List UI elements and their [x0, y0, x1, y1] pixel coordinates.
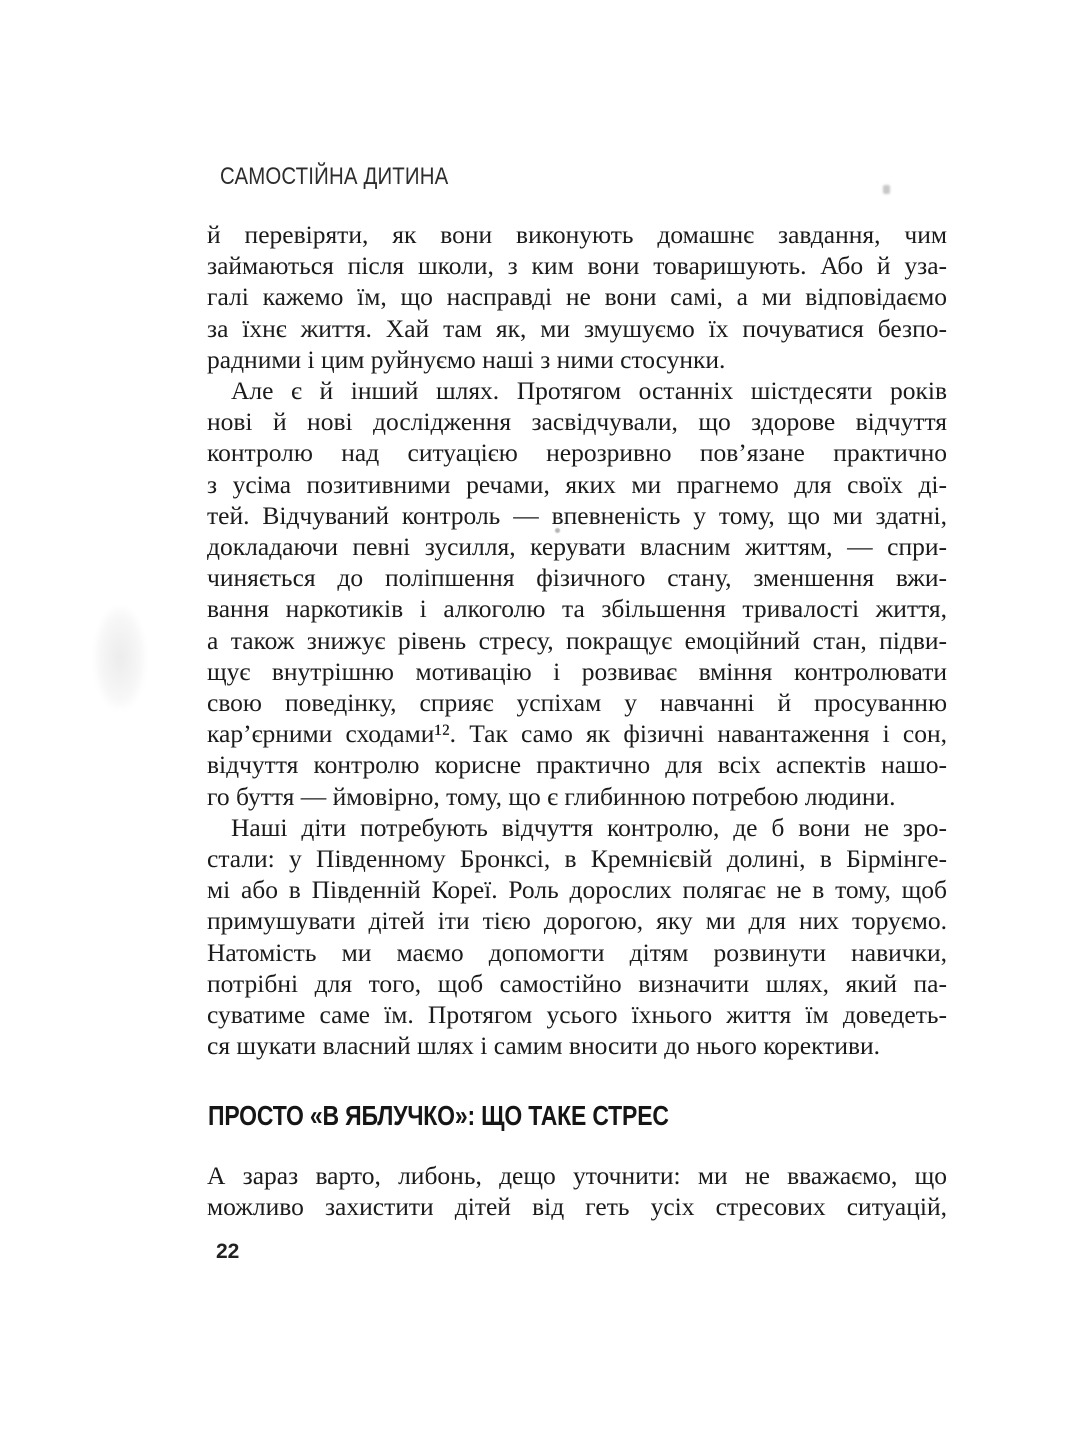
running-head: САМОСТІЙНА ДИТИНА	[220, 163, 449, 190]
page-number: 22	[216, 1240, 240, 1263]
paragraph	[207, 375, 947, 812]
text-line: примушувати дітей іти тією дорогою, яку ми для них торуємо.	[207, 906, 947, 936]
text-line: контролю над ситуацією нерозривно пов’язане практично	[207, 438, 947, 468]
paragraph	[207, 1160, 947, 1222]
text-line: радними і цим руйнуємо наші з ними стосунки.	[207, 344, 726, 374]
scan-speck	[883, 185, 890, 194]
section-heading: ПРОСТО «В ЯБЛУЧКО»: ЩО ТАКЕ СТРЕС	[208, 1100, 669, 1131]
text-line: з усіма позитивними речами, яких ми прагнемо для своїх ді-	[207, 469, 947, 499]
text-line: можливо захистити дітей від геть усіх стресових ситуацій,	[207, 1192, 947, 1222]
text-line: вання наркотиків і алкоголю та збільшення тривалості життя,	[207, 594, 947, 624]
text-line: мі або в Південній Кореї. Роль дорослих полягає не в тому, щоб	[207, 875, 947, 905]
text-line: суватиме саме їм. Протягом усього їхнього життя їм доведеть-	[207, 1000, 947, 1030]
text-line: го буття — ймовірно, тому, що є глибинною потребою людини.	[207, 781, 896, 811]
text-line: за їхнє життя. Хай там як, ми змушуємо їх почуватися безпо-	[207, 313, 947, 343]
text-line: галі кажемо їм, що насправді не вони самі, а ми відповідаємо	[207, 282, 947, 312]
text-line: А зараз варто, либонь, дещо уточнити: ми не вважаємо, що	[207, 1161, 947, 1190]
text-line: й перевіряти, як вони виконують домашнє завдання, чим	[207, 220, 947, 249]
text-line: а також знижує рівень стресу, покращує емоційний стан, підви-	[207, 625, 947, 655]
paragraph	[207, 219, 947, 375]
text-line: свою поведінку, сприяє успіхам у навчанні й просуванню	[207, 688, 947, 718]
text-line: стали: у Південному Бронксі, в Кремнієвій долині, в Бірмінге-	[207, 844, 947, 874]
text-line: відчуття контролю корисне практично для всіх аспектів нашо-	[207, 750, 947, 780]
text-line: потрібні для того, щоб самостійно визначити шлях, який па-	[207, 968, 947, 998]
text-line: докладаючи певні зусилля, керувати власним життям, — спри-	[207, 532, 947, 562]
text-line: Натомість ми маємо допомогти дітям розвинути навички,	[207, 937, 947, 967]
text-line: ся шукати власний шлях і самим вносити до нього корективи.	[207, 1031, 881, 1061]
paragraph	[207, 812, 947, 1062]
text-line: кар’єрними сходами¹². Так само як фізичні навантаження і сон,	[207, 719, 947, 749]
text-line: щує внутрішню мотивацію і розвиває вміння контролювати	[207, 656, 947, 686]
body-text	[207, 219, 947, 1061]
text-line: Наші діти потребують відчуття контролю, де б вони не зро-	[231, 812, 947, 842]
text-line: Але є й інший шлях. Протягом останніх шістдесяти років	[231, 376, 947, 406]
text-line: чиняється до поліпшення фізичного стану, зменшення вжи-	[207, 563, 947, 593]
text-line: займаються після школи, з ким вони товаришують. Або й уза-	[207, 251, 947, 281]
scan-smudge	[94, 606, 146, 710]
text-line: нові й нові дослідження засвідчували, що здорове відчуття	[207, 407, 947, 437]
body-text-continued	[207, 1160, 947, 1222]
text-line: тей. Відчуваний контроль — впевненість у тому, що ми здатні,	[207, 500, 947, 530]
